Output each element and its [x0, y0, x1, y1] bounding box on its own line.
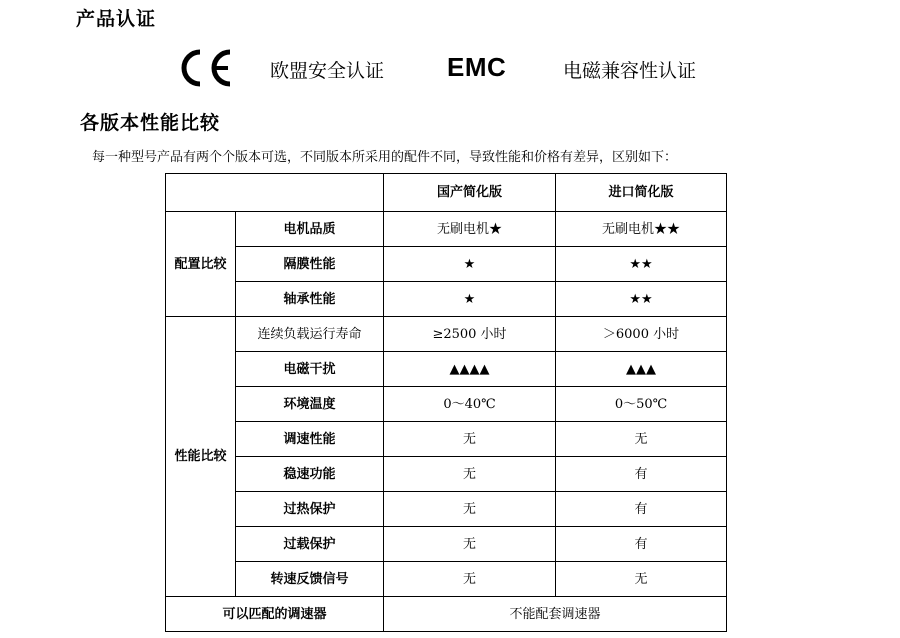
domestic-value-cell: ≥2500 小时 — [384, 317, 556, 352]
row-item-label: 连续负载运行寿命 — [236, 317, 384, 352]
row-item-label: 轴承性能 — [236, 282, 384, 317]
domestic-value-cell: ★ — [384, 282, 556, 317]
imported-value-cell: 有 — [556, 527, 727, 562]
row-item-label: 稳速功能 — [236, 457, 384, 492]
table-row — [166, 457, 727, 492]
domestic-value-cell: 0～40℃ — [384, 387, 556, 422]
comparison-title: 各版本性能比较 — [80, 112, 221, 134]
imported-value-cell: 无 — [556, 422, 727, 457]
domestic-value-cell: 无 — [384, 527, 556, 562]
row-item-label: 转速反馈信号 — [236, 562, 384, 597]
emc-logo: EMC — [447, 52, 507, 82]
footer-value: 不能配套调速器 — [384, 597, 727, 632]
table-row — [166, 352, 727, 387]
row-item-label: 过热保护 — [236, 492, 384, 527]
header-domestic-version: 国产简化版 — [384, 174, 556, 212]
row-item-label: 调速性能 — [236, 422, 384, 457]
group-label: 性能比较 — [166, 317, 236, 597]
table-row — [166, 422, 727, 457]
ce-mark-icon — [176, 48, 234, 88]
header-blank-cell — [166, 174, 384, 212]
eu-certification-label: 欧盟安全认证 — [270, 60, 385, 82]
table-row — [166, 282, 727, 317]
imported-value-cell: ★★ — [556, 247, 727, 282]
table-row — [166, 562, 727, 597]
emc-certification-label: 电磁兼容性认证 — [563, 60, 697, 82]
imported-value-cell: 0～50℃ — [556, 387, 727, 422]
table-row — [166, 492, 727, 527]
imported-value-cell: 有 — [556, 457, 727, 492]
domestic-value-cell: 无 — [384, 492, 556, 527]
domestic-value-cell: 无 — [384, 562, 556, 597]
imported-value-cell: 无 — [556, 562, 727, 597]
row-item-label: 过载保护 — [236, 527, 384, 562]
imported-value-cell: ＞6000 小时 — [556, 317, 727, 352]
footer-label: 可以匹配的调速器 — [166, 597, 384, 632]
table-row — [166, 317, 727, 352]
table-row — [166, 387, 727, 422]
table-header-row — [166, 174, 727, 212]
table-row — [166, 212, 727, 247]
imported-value-cell: ▲▲▲ — [556, 352, 727, 387]
comparison-table — [165, 173, 727, 632]
row-item-label: 电机品质 — [236, 212, 384, 247]
domestic-value-cell: 无刷电机★ — [384, 212, 556, 247]
table-row — [166, 247, 727, 282]
group-label: 配置比较 — [166, 212, 236, 317]
domestic-value-cell: 无 — [384, 422, 556, 457]
domestic-value-cell: ★ — [384, 247, 556, 282]
imported-value-cell: 有 — [556, 492, 727, 527]
imported-value-cell: ★★ — [556, 282, 727, 317]
imported-value-cell: 无刷电机★★ — [556, 212, 727, 247]
row-item-label: 环境温度 — [236, 387, 384, 422]
domestic-value-cell: ▲▲▲▲ — [384, 352, 556, 387]
comparison-intro: 每一种型号产品有两个个版本可选，不同版本所采用的配件不同，导致性能和价格有差异，区别如下： — [92, 150, 678, 165]
header-imported-version: 进口简化版 — [556, 174, 727, 212]
domestic-value-cell: 无 — [384, 457, 556, 492]
certification-row — [0, 46, 900, 90]
row-item-label: 电磁干扰 — [236, 352, 384, 387]
certification-title: 产品认证 — [76, 8, 157, 30]
row-item-label: 隔膜性能 — [236, 247, 384, 282]
table-row — [166, 527, 727, 562]
table-footer-row — [166, 597, 727, 632]
